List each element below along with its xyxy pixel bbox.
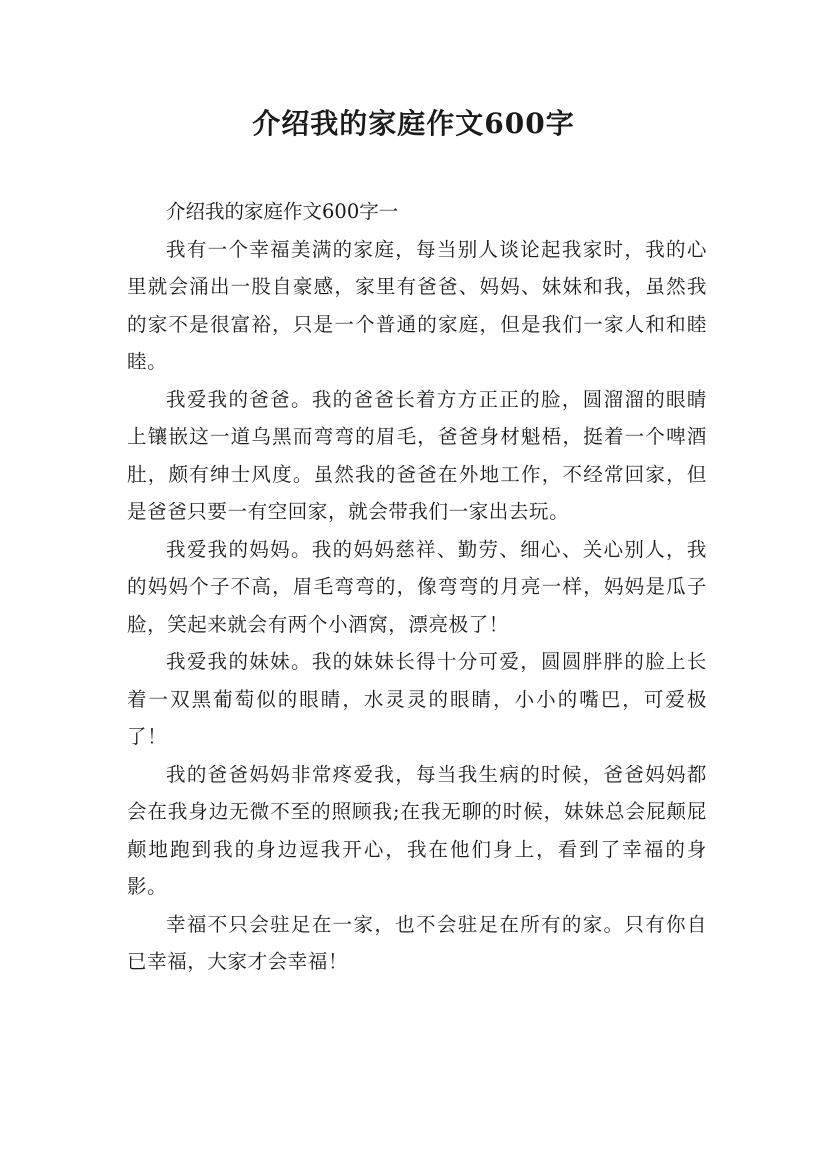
paragraph-parents-care: 我的爸爸妈妈非常疼爱我，每当我生病的时候，爸爸妈妈都会在我身边无微不至的照顾我;在我无聊的时候，妹妹总会屁颠屁颠地跑到我的身边逗我开心，我在他们身上，看到了幸福的身影。 — [127, 762, 707, 898]
paragraph-conclusion: 幸福不只会驻足在一家，也不会驻足在所有的家。只有你自已幸福，大家才会幸福！ — [127, 912, 707, 973]
paragraph-sister: 我爱我的妹妹。我的妹妹长得十分可爱，圆圆胖胖的脸上长着一双黑葡萄似的眼睛，水灵灵的眼睛，小小的嘴巴，可爱极了！ — [127, 650, 707, 748]
section-heading: 介绍我的家庭作文600字一 — [166, 200, 399, 223]
paragraph-father: 我爱我的爸爸。我的爸爸长着方方正正的脸，圆溜溜的眼睛上镶嵌这一道乌黑而弯弯的眉毛，爸爸身材魁梧，挺着一个啤酒肚，颇有绅士风度。虽然我的爸爸在外地工作，不经常回家，但是爸爸只要一有空回家，就会带我们一家出去玩。 — [127, 387, 707, 523]
document-title: 介绍我的家庭作文600字 — [252, 107, 575, 140]
paragraph-mother: 我爱我的妈妈。我的妈妈慈祥、勤劳、细心、关心别人，我的妈妈个子不高，眉毛弯弯的，像弯弯的月亮一样，妈妈是瓜子脸，笑起来就会有两个小酒窝，漂亮极了！ — [127, 537, 707, 636]
document-body — [127, 193, 707, 981]
paragraph-family-intro: 我有一个幸福美满的家庭，每当别人谈论起我家时，我的心里就会涌出一股自豪感，家里有爸爸、妈妈、妹妹和我，虽然我的家不是很富裕，只是一个普通的家庭，但是我们一家人和和睦睦。 — [127, 237, 707, 373]
